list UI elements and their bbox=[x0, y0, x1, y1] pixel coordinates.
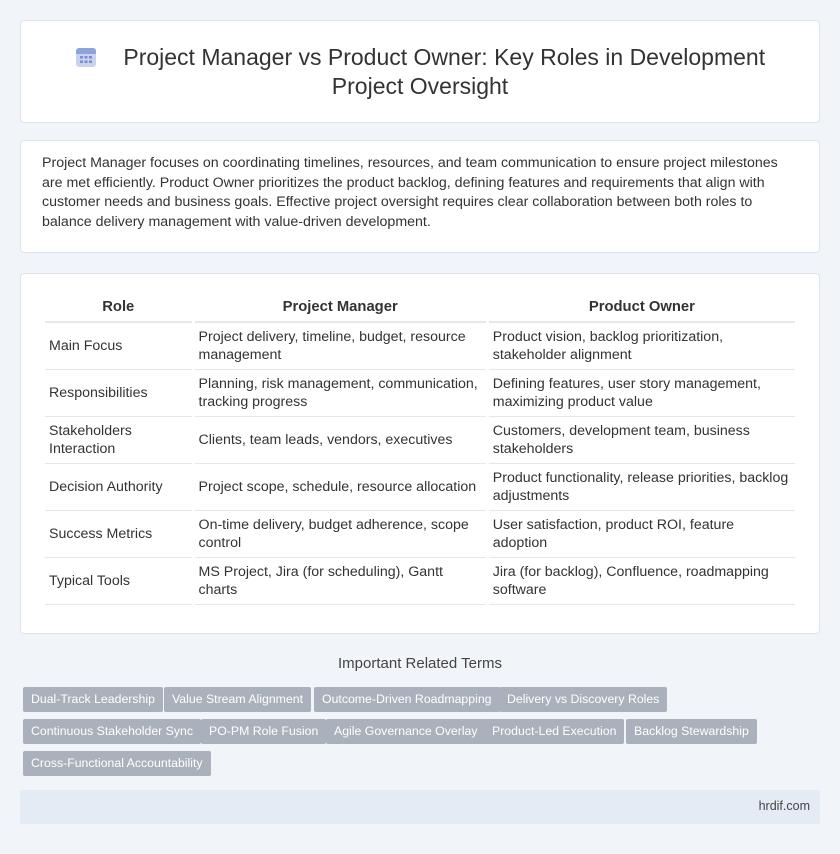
header-card bbox=[20, 20, 820, 123]
term-tag[interactable]: Dual-Track Leadership bbox=[23, 687, 163, 712]
page-title: Project Manager vs Product Owner: Key Roles in Development Project Oversight bbox=[123, 44, 766, 99]
cell-project-manager: Project scope, schedule, resource allocation bbox=[195, 464, 486, 511]
table-row bbox=[45, 323, 795, 370]
table-header-row bbox=[45, 296, 795, 323]
cell-product-owner: Defining features, user story management, maximizing product value bbox=[489, 370, 795, 417]
cell-project-manager: Project delivery, timeline, budget, resource management bbox=[195, 323, 486, 370]
table-row bbox=[45, 558, 795, 605]
header-role: Role bbox=[45, 296, 192, 323]
cell-project-manager: Clients, team leads, vendors, executives bbox=[195, 417, 486, 464]
cell-product-owner: Product vision, backlog prioritization, stakeholder alignment bbox=[489, 323, 795, 370]
table-row bbox=[45, 370, 795, 417]
cell-product-owner: Jira (for backlog), Confluence, roadmapping software bbox=[489, 558, 795, 605]
related-terms-heading: Important Related Terms bbox=[338, 655, 502, 672]
term-tag[interactable]: Backlog Stewardship bbox=[626, 719, 757, 744]
term-tag[interactable]: Delivery vs Discovery Roles bbox=[499, 687, 667, 712]
term-tag[interactable]: Agile Governance Overlay bbox=[326, 719, 486, 744]
table-row bbox=[45, 464, 795, 511]
header-project-manager: Project Manager bbox=[195, 296, 486, 323]
cell-role: Main Focus bbox=[45, 323, 192, 370]
intro-card bbox=[20, 140, 820, 253]
table-row bbox=[45, 511, 795, 558]
cell-role: Stakeholders Interaction bbox=[45, 417, 192, 464]
title-wrap bbox=[21, 43, 819, 101]
term-tag[interactable]: Outcome-Driven Roadmapping bbox=[314, 687, 500, 712]
term-tag[interactable]: Value Stream Alignment bbox=[164, 687, 311, 712]
term-tag[interactable]: Product-Led Execution bbox=[484, 719, 624, 744]
cell-project-manager: MS Project, Jira (for scheduling), Gantt charts bbox=[195, 558, 486, 605]
term-tag[interactable]: Cross-Functional Accountability bbox=[23, 751, 211, 776]
calendar-icon bbox=[75, 46, 97, 68]
cell-role: Success Metrics bbox=[45, 511, 192, 558]
intro-text: Project Manager focuses on coordinating timelines, resources, and team communication to ensure project milestones are met efficiently. Product Owner prioritizes the product backlog, defining features and requirements that align with customer needs and business goals. Effective project oversight requires clear collaboration between both roles to balance delivery management with value-driven development. bbox=[42, 155, 778, 230]
cell-project-manager: Planning, risk management, communication, tracking progress bbox=[195, 370, 486, 417]
cell-role: Responsibilities bbox=[45, 370, 192, 417]
comparison-table bbox=[42, 296, 798, 605]
term-tag[interactable]: Continuous Stakeholder Sync bbox=[23, 719, 201, 744]
cell-role: Typical Tools bbox=[45, 558, 192, 605]
term-tag[interactable]: PO-PM Role Fusion bbox=[201, 719, 326, 744]
header-product-owner: Product Owner bbox=[489, 296, 795, 323]
table-row bbox=[45, 417, 795, 464]
cell-role: Decision Authority bbox=[45, 464, 192, 511]
footer bbox=[20, 790, 820, 824]
comparison-card bbox=[20, 273, 820, 634]
cell-product-owner: Product functionality, release priorities, backlog adjustments bbox=[489, 464, 795, 511]
footer-site[interactable]: hrdif.com bbox=[758, 799, 810, 813]
cell-product-owner: Customers, development team, business stakeholders bbox=[489, 417, 795, 464]
cell-product-owner: User satisfaction, product ROI, feature adoption bbox=[489, 511, 795, 558]
cell-project-manager: On-time delivery, budget adherence, scope control bbox=[195, 511, 486, 558]
